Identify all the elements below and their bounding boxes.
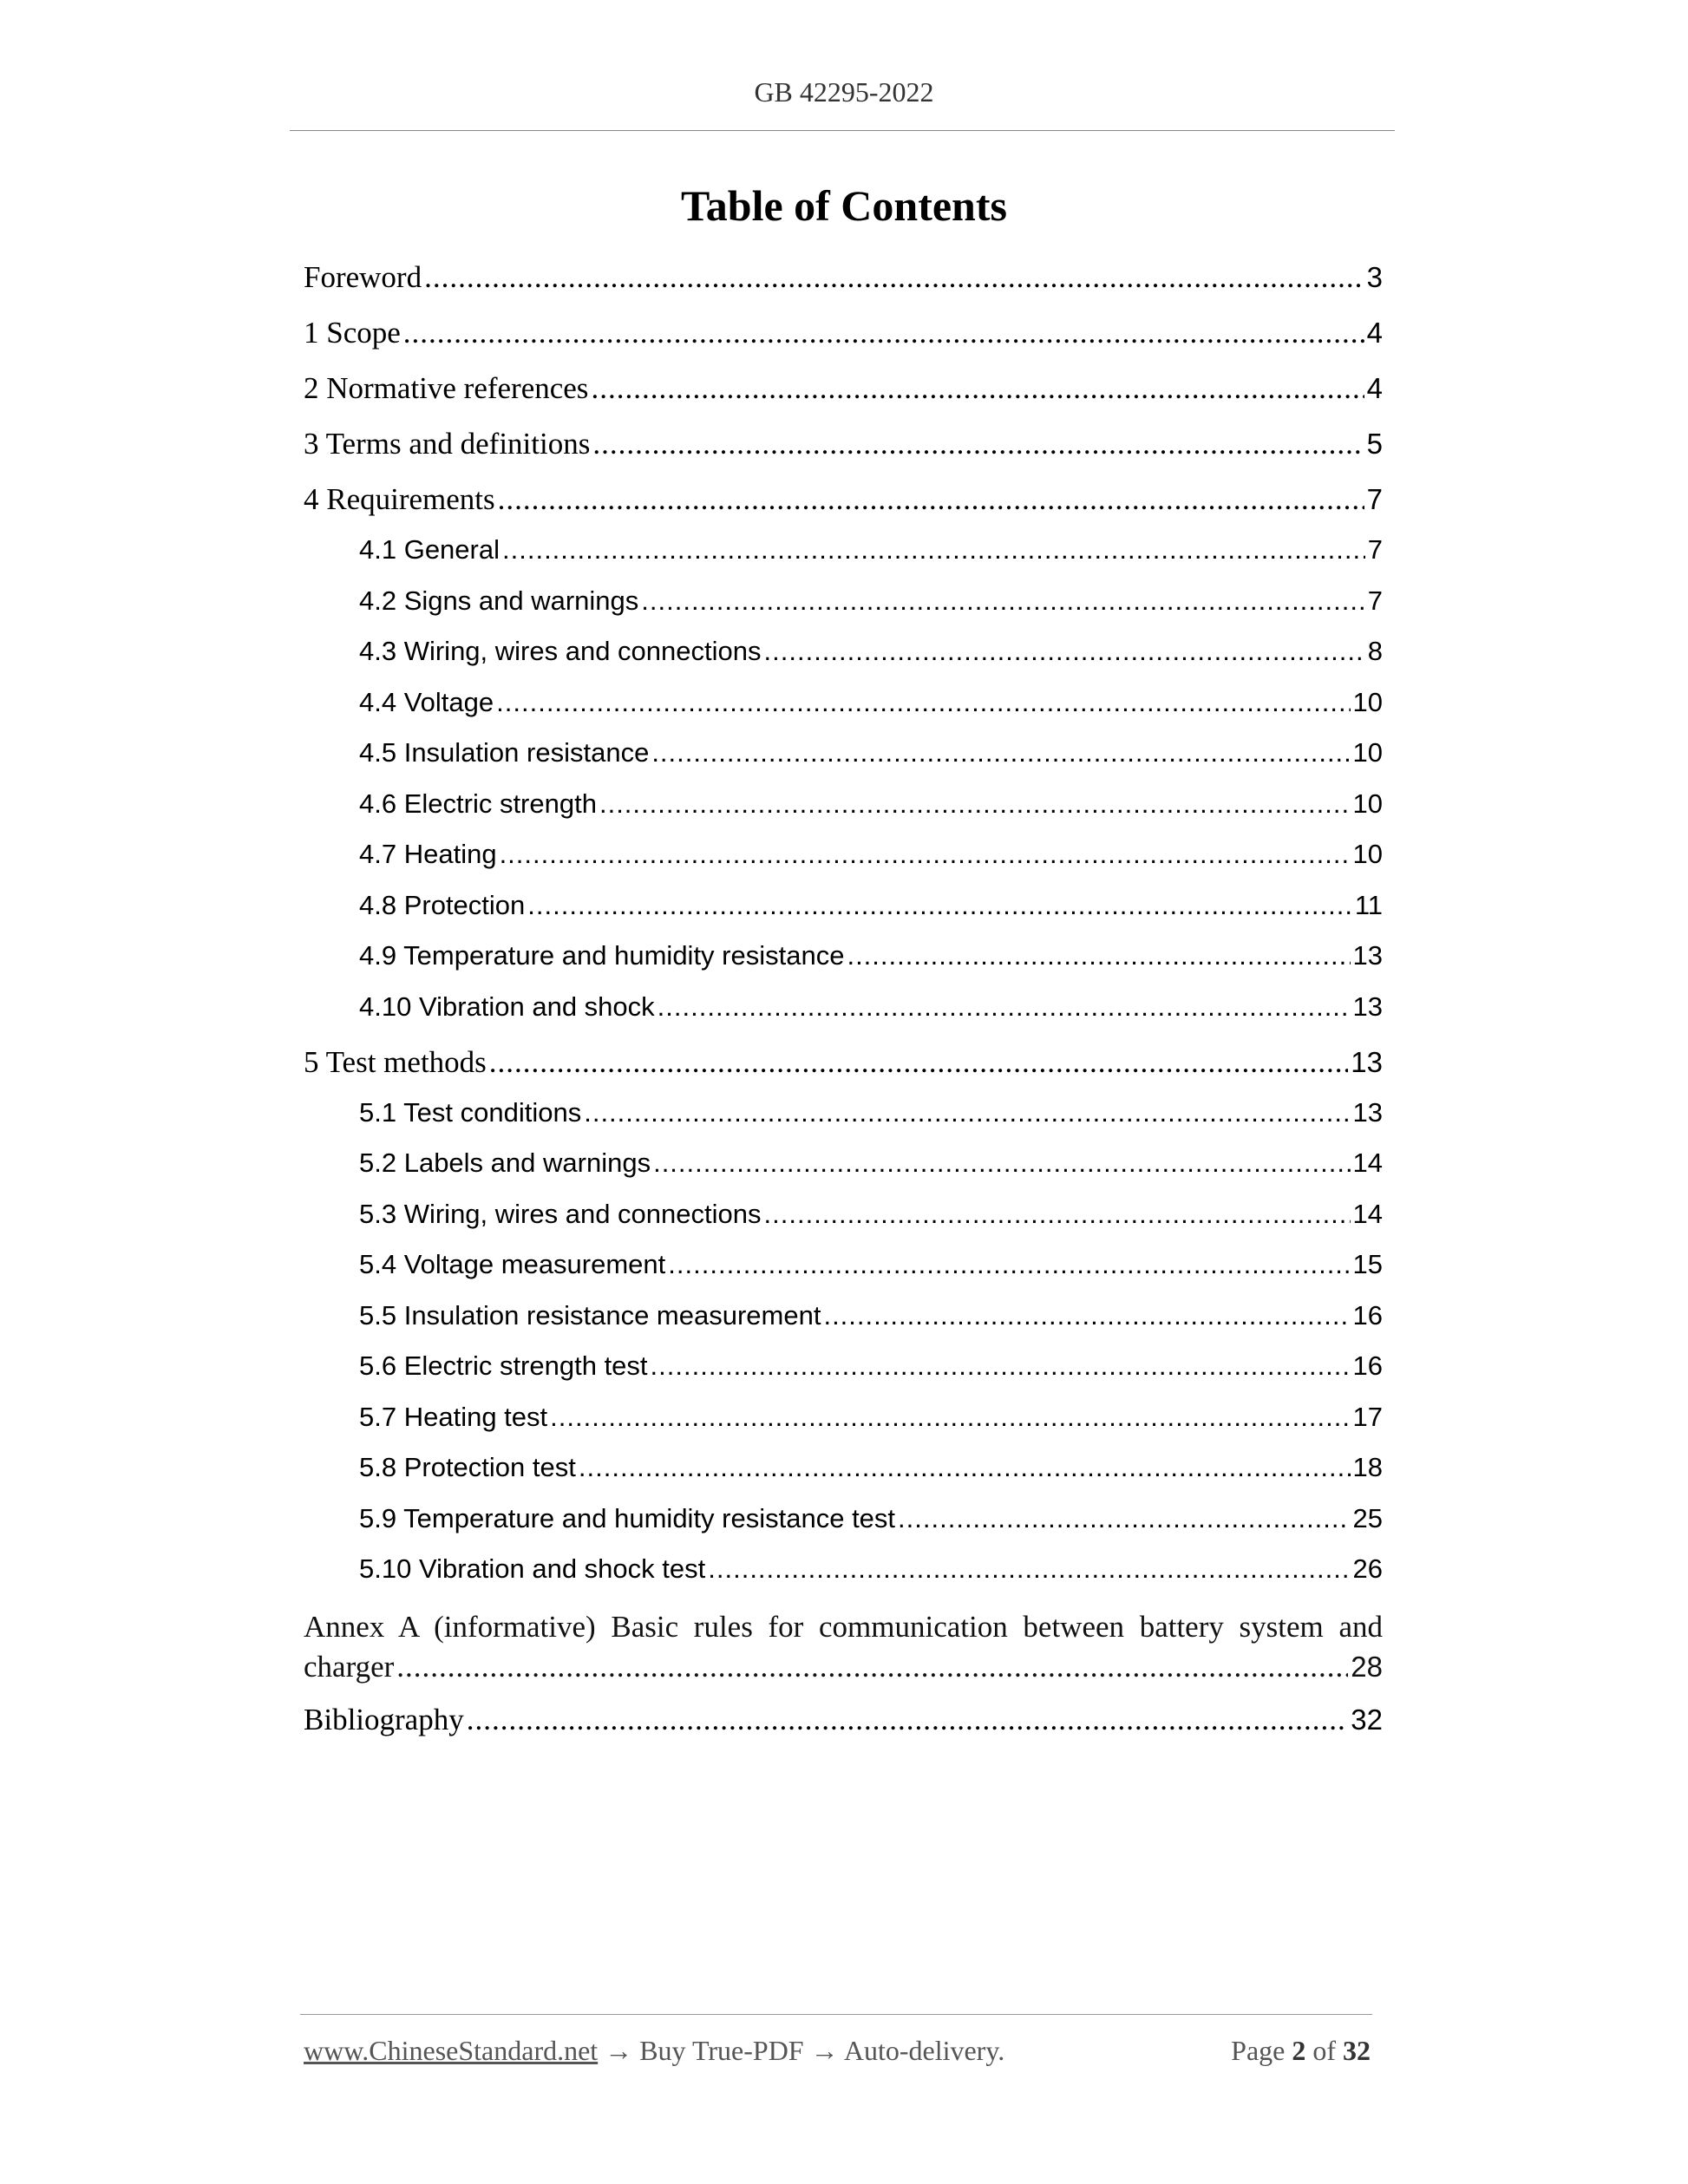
toc-entry-5-2-labels-and-warnings[interactable]: [359, 1148, 1383, 1179]
toc-entry-5-5-insulation-resistance-measurement[interactable]: [359, 1300, 1383, 1331]
footer-promo: [304, 2035, 1004, 2067]
dot-leader: [668, 1249, 1350, 1280]
toc-entry-page: 8: [1367, 636, 1383, 666]
toc-entry-page: 14: [1352, 1198, 1383, 1229]
toc-entry-label: 1 Scope: [304, 316, 401, 350]
toc-entry-5-4-voltage-measurement[interactable]: [359, 1249, 1383, 1280]
dot-leader: [584, 1097, 1350, 1128]
toc-entry-label: 4.10 Vibration and shock: [359, 991, 655, 1022]
dot-leader: [658, 991, 1351, 1023]
dot-leader: [500, 839, 1351, 870]
toc-entry-annex-a-line1: Annex A (informative) Basic rules for communication between battery system and: [304, 1610, 1383, 1644]
toc-entry-label: 5.6 Electric strength test: [359, 1350, 648, 1381]
toc-entry-page: 7: [1366, 483, 1383, 515]
toc-entry-5-9-temperature-and-humidity-resistance-test[interactable]: [359, 1503, 1383, 1534]
dot-leader: [579, 1452, 1351, 1483]
toc-entry-label: 4.3 Wiring, wires and connections: [359, 636, 762, 666]
toc-entry-2-normative-references[interactable]: [304, 371, 1383, 406]
toc-entry-label: 4.5 Insulation resistance: [359, 737, 650, 768]
dot-leader: [550, 1402, 1350, 1433]
toc-entry-page: 11: [1354, 889, 1383, 920]
dot-leader: [641, 585, 1364, 617]
page-of: of: [1312, 2035, 1336, 2066]
toc-entry-page: 15: [1352, 1249, 1383, 1279]
dot-leader: [708, 1553, 1350, 1585]
toc-entry-4-4-voltage[interactable]: [359, 687, 1383, 718]
dot-leader: [651, 1350, 1351, 1382]
footer-promo-text: → Buy True-PDF → Auto-delivery.: [598, 2035, 1005, 2066]
toc-entry-page: 10: [1352, 839, 1383, 869]
running-header: GB 42295-2022: [754, 76, 934, 108]
dot-leader: [496, 687, 1350, 718]
toc-entry-label: 5.9 Temperature and humidity resistance test: [359, 1502, 896, 1533]
toc-entry-1-scope[interactable]: [304, 316, 1383, 350]
toc-entry-label: 4.4 Voltage: [359, 686, 494, 717]
toc-entry-page: 32: [1351, 1703, 1383, 1736]
toc-entry-annex-a[interactable]: [304, 1607, 1383, 1687]
toc-entry-4-2-signs-and-warnings[interactable]: [359, 585, 1383, 617]
toc-entry-label: Bibliography: [304, 1703, 464, 1736]
toc-entry-page: 17: [1352, 1401, 1383, 1432]
toc-entry-4-8-protection[interactable]: [359, 890, 1383, 921]
toc-entry-5-7-heating-test[interactable]: [359, 1402, 1383, 1433]
toc-entry-label: 4.7 Heating: [359, 839, 497, 869]
toc-entry-label: 5 Test methods: [304, 1044, 487, 1079]
toc-entry-foreword[interactable]: [304, 260, 1383, 295]
dot-leader: [592, 427, 1364, 461]
toc-entry-label: 4.9 Temperature and humidity resistance: [359, 940, 845, 971]
page-title: Table of Contents: [681, 181, 1007, 230]
toc-entry-page: 18: [1352, 1452, 1383, 1482]
toc-entry-4-3-wiring-wires-and-connections[interactable]: [359, 636, 1383, 667]
toc-entry-label: 4.6 Electric strength: [359, 788, 597, 819]
toc-entry-label: 4 Requirements: [304, 482, 495, 516]
toc-entry-page: 16: [1352, 1350, 1383, 1381]
dot-leader: [527, 890, 1352, 921]
toc-entry-page: 13: [1352, 1096, 1383, 1128]
toc-entry-5-1-test-conditions[interactable]: [359, 1097, 1383, 1128]
toc-entry-page: 13: [1351, 1045, 1383, 1078]
toc-entry-4-9-temperature-and-humidity-resistance[interactable]: [359, 940, 1383, 971]
dot-leader: [424, 260, 1364, 295]
toc-entry-page: 7: [1367, 534, 1383, 565]
toc-entry-label: 5.4 Voltage measurement: [359, 1249, 666, 1279]
header-divider: [290, 130, 1395, 131]
dot-leader: [498, 482, 1364, 517]
toc-entry-label: 5.1 Test conditions: [359, 1096, 582, 1128]
toc-entry-4-1-general[interactable]: [359, 534, 1383, 566]
toc-entry-bibliography[interactable]: [304, 1703, 1383, 1737]
toc-entry-annex-a-line2: [304, 1647, 1383, 1687]
dot-leader: [599, 788, 1351, 820]
dot-leader: [847, 940, 1350, 971]
toc-entry-label: 5.3 Wiring, wires and connections: [359, 1198, 762, 1229]
toc-entry-label: 5.5 Insulation resistance measurement: [359, 1299, 821, 1331]
toc-entry-4-5-insulation-resistance[interactable]: [359, 737, 1383, 768]
toc-entry-page: 10: [1352, 788, 1383, 819]
toc-entry-5-3-wiring-wires-and-connections[interactable]: [359, 1199, 1383, 1230]
dot-leader: [764, 1199, 1351, 1230]
toc-entry-label: 5.2 Labels and warnings: [359, 1148, 651, 1178]
toc-entry-5-test-methods[interactable]: [304, 1045, 1383, 1080]
toc-entry-page: 5: [1366, 428, 1383, 460]
toc-entry-4-10-vibration-and-shock[interactable]: [359, 991, 1383, 1023]
footer-divider: [300, 2014, 1372, 2015]
dot-leader: [651, 737, 1350, 768]
dot-leader: [396, 1647, 1348, 1687]
dot-leader: [823, 1300, 1350, 1331]
toc-entry-page: 13: [1352, 991, 1383, 1022]
page-word: Page: [1231, 2035, 1286, 2066]
dot-leader: [898, 1503, 1350, 1534]
toc-entry-5-6-electric-strength-test[interactable]: [359, 1350, 1383, 1382]
toc-entry-3-terms-and-definitions[interactable]: [304, 427, 1383, 461]
toc-entry-page: 3: [1366, 261, 1383, 293]
toc-entry-label: 3 Terms and definitions: [304, 427, 591, 461]
toc-entry-page: 28: [1351, 1651, 1383, 1683]
website-link[interactable]: www.ChineseStandard.net: [304, 2035, 599, 2066]
page-footer: [304, 2035, 1371, 2067]
toc-entry-label: 5.10 Vibration and shock test: [359, 1553, 706, 1584]
toc-entry-5-8-protection-test[interactable]: [359, 1452, 1383, 1483]
toc-entry-page: 10: [1352, 737, 1383, 768]
toc-entry-4-6-electric-strength[interactable]: [359, 788, 1383, 820]
dot-leader: [591, 371, 1364, 406]
toc-entry-label: 4.2 Signs and warnings: [359, 585, 639, 616]
dot-leader: [403, 316, 1364, 350]
toc-entry-4-requirements[interactable]: [304, 482, 1383, 517]
toc-entry-page: 26: [1352, 1553, 1383, 1584]
toc-entry-page: 10: [1352, 686, 1383, 717]
toc-entry-label: 4.1 General: [359, 534, 500, 565]
toc-entry-label: 5.7 Heating test: [359, 1401, 548, 1432]
dot-leader: [502, 534, 1365, 566]
dot-leader: [653, 1148, 1350, 1179]
toc-entry-label: 5.8 Protection test: [359, 1452, 576, 1482]
toc-entry-page: 4: [1366, 317, 1383, 349]
toc-entry-page: 7: [1367, 585, 1383, 616]
toc-entry-page: 25: [1352, 1502, 1383, 1533]
toc-entry-label: charger: [304, 1650, 395, 1684]
toc-entry-5-10-vibration-and-shock-test[interactable]: [359, 1553, 1383, 1585]
toc-entry-page: 14: [1352, 1148, 1383, 1178]
toc-entry-label: Foreword: [304, 260, 422, 294]
page-total: 32: [1343, 2035, 1371, 2066]
toc-entry-page: 13: [1352, 940, 1383, 971]
toc-entry-page: 4: [1366, 372, 1383, 404]
dot-leader: [764, 636, 1365, 667]
dot-leader: [489, 1045, 1348, 1080]
page-indicator: [1231, 2035, 1371, 2067]
toc-entry-4-7-heating[interactable]: [359, 839, 1383, 870]
dot-leader: [467, 1703, 1349, 1737]
toc-entry-label: 2 Normative references: [304, 371, 589, 405]
page-current: 2: [1292, 2035, 1306, 2066]
toc-entry-label: 4.8 Protection: [359, 889, 526, 920]
toc-entry-page: 16: [1352, 1299, 1383, 1331]
